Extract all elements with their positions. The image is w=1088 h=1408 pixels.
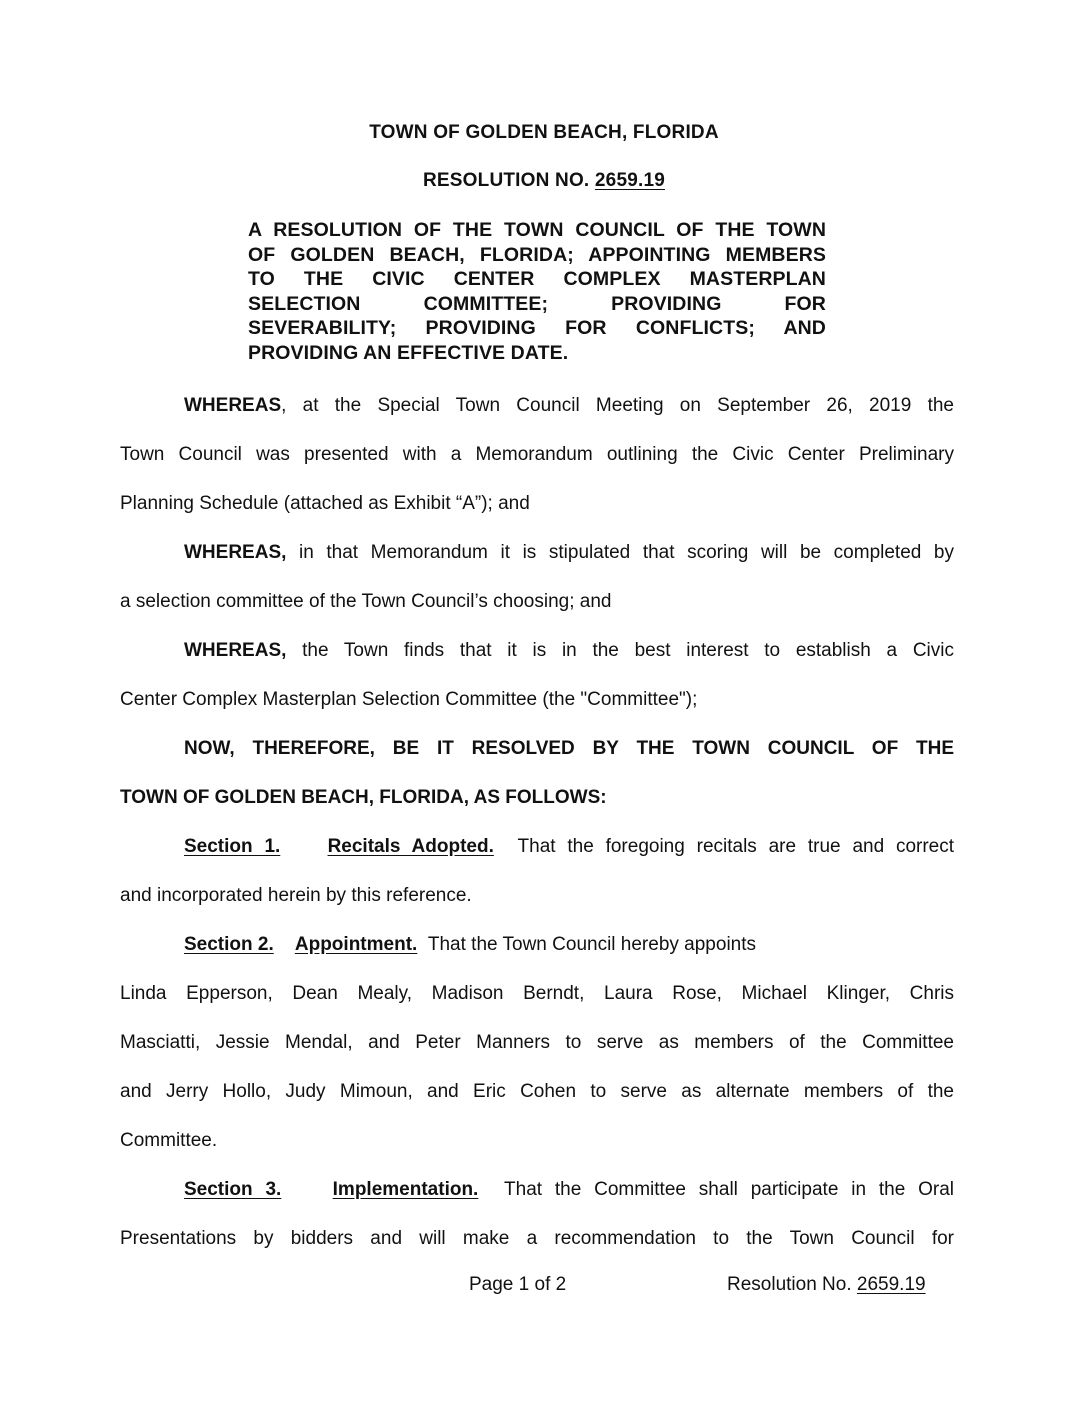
whereas-lead: WHEREAS, xyxy=(184,542,287,563)
body-line xyxy=(120,528,954,577)
body-line: a selection committee of the Town Council’s choosing; and xyxy=(120,591,612,612)
resolved-line: NOW, THEREFORE, BE IT RESOLVED BY THE TOWN COUNCIL OF THE xyxy=(184,738,954,759)
footer-resolution-number xyxy=(727,1274,926,1296)
body-line: Masciatti, Jessie Mendal, and Peter Manners to serve as members of the Committee xyxy=(120,1032,954,1053)
body-line xyxy=(120,822,954,871)
body-line: Linda Epperson, Dean Mealy, Madison Berndt, Laura Rose, Michael Klinger, Chris xyxy=(120,983,954,1004)
title-line: TO THE CIVIC CENTER COMPLEX MASTERPLAN xyxy=(248,268,826,290)
body-line: and Jerry Hollo, Judy Mimoun, and Eric Cohen to serve as alternate members of the xyxy=(120,1081,954,1102)
section-3 xyxy=(120,1165,954,1263)
body-line: Town Council was presented with a Memorandum outlining the Civic Center Preliminary xyxy=(120,444,954,465)
section-heading: Recitals Adopted. xyxy=(327,836,494,857)
footer-resolution-prefix: Resolution No. xyxy=(727,1274,857,1295)
body-text: in that Memorandum it is stipulated that scoring will be completed by xyxy=(286,542,954,563)
resolution-number: 2659.19 xyxy=(594,170,665,191)
body-line xyxy=(120,920,954,969)
body-line xyxy=(120,1165,954,1214)
resolved-line: TOWN OF GOLDEN BEACH, FLORIDA, AS FOLLOWS: xyxy=(120,787,607,808)
resolved-clause xyxy=(120,724,954,822)
body-text: , at the Special Town Council Meeting on September 26, 2019 the xyxy=(281,395,954,416)
section-number: Section 1. xyxy=(184,836,281,857)
body-text: That the foregoing recitals are true and correct xyxy=(517,836,955,857)
whereas-clause-2 xyxy=(120,528,954,626)
body-line: Center Complex Masterplan Selection Committee (the "Committee"); xyxy=(120,689,698,710)
title-line: OF GOLDEN BEACH, FLORIDA; APPOINTING MEMBERS xyxy=(248,243,826,266)
title-line: A RESOLUTION OF THE TOWN COUNCIL OF THE TOWN xyxy=(248,219,826,241)
section-heading: Implementation. xyxy=(332,1179,479,1200)
resolution-prefix: RESOLUTION NO. xyxy=(423,170,595,191)
title-line: SELECTION COMMITTEE; PROVIDING FOR xyxy=(248,292,826,315)
resolution-title xyxy=(248,218,826,365)
section-number: Section 2. xyxy=(184,934,274,955)
body-text: That the Town Council hereby appoints xyxy=(427,934,757,955)
whereas-lead: WHEREAS xyxy=(184,395,282,416)
section-heading: Appointment. xyxy=(294,934,418,955)
body-line: and incorporated herein by this reference. xyxy=(120,885,472,906)
body-text: That the Committee shall participate in the Oral xyxy=(504,1179,954,1200)
title-line: SEVERABILITY; PROVIDING FOR CONFLICTS; AND xyxy=(248,317,826,339)
whereas-clause-3 xyxy=(120,626,954,724)
whereas-lead: WHEREAS, xyxy=(184,640,287,661)
body-line xyxy=(120,626,954,675)
body-line: Planning Schedule (attached as Exhibit “A”); and xyxy=(120,493,530,514)
body-line xyxy=(120,381,954,430)
body-line: Presentations by bidders and will make a recommendation to the Town Council for xyxy=(120,1228,954,1249)
section-number: Section 3. xyxy=(184,1179,282,1200)
document-body xyxy=(120,381,954,1263)
town-heading: TOWN OF GOLDEN BEACH, FLORIDA xyxy=(369,122,719,143)
page-number: Page 1 of 2 xyxy=(469,1274,567,1295)
section-2 xyxy=(120,920,954,1165)
body-line: Committee. xyxy=(120,1130,218,1151)
section-1 xyxy=(120,822,954,920)
footer-resolution-value: 2659.19 xyxy=(856,1274,926,1295)
body-text: the Town finds that it is in the best interest to establish a Civic xyxy=(286,640,954,661)
whereas-clause-1 xyxy=(120,381,954,528)
resolution-heading xyxy=(0,170,1088,192)
title-line: PROVIDING AN EFFECTIVE DATE. xyxy=(248,341,569,364)
